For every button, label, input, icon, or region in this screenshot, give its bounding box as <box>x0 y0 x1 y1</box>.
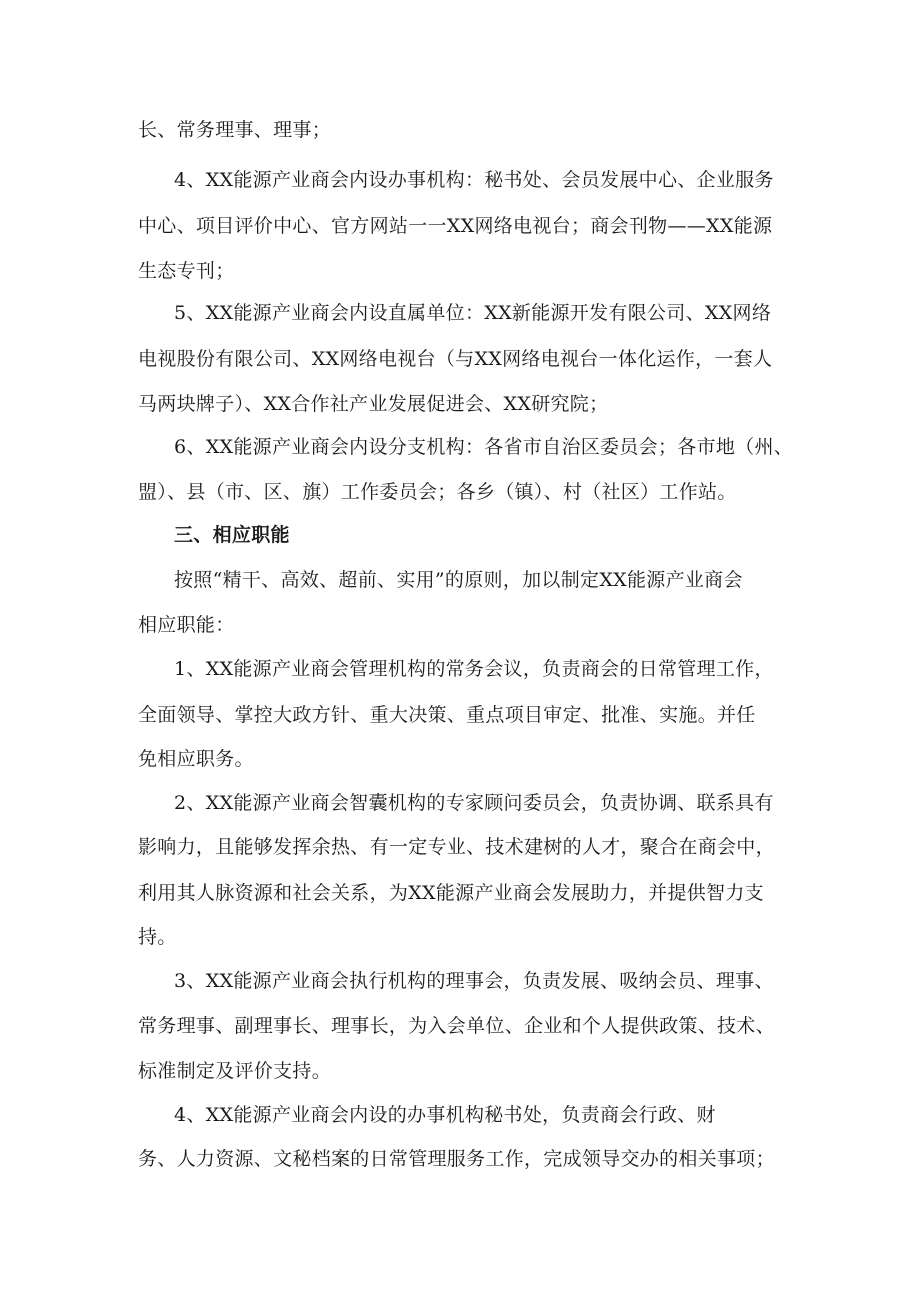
text-line: 全面领导、掌控大政方针、重大决策、重点项目审定、批准、实施。并任 <box>138 704 756 726</box>
text-line: 相应职能： <box>138 614 235 636</box>
text-line: 马两块牌子）、XX合作社产业发展促进会、XX研究院； <box>138 393 609 415</box>
text-line: 4、XX能源产业商会内设的办事机构秘书处，负责商会行政、财 <box>174 1104 716 1126</box>
text-line: 按照“精干、高效、超前、实用”的原则，加以制定XX能源产业商会 <box>174 569 743 591</box>
text-line: 生态专刊； <box>138 260 235 282</box>
text-line: 1、XX能源产业商会管理机构的常务会议，负责商会的日常管理工作， <box>174 658 774 680</box>
text-line: 6、XX能源产业商会内设分支机构：各省市自治区委员会；各市地（州、 <box>174 436 794 458</box>
text-line: 影响力，且能够发挥余热、有一定专业、技术建树的人才，聚合在商会中， <box>138 836 775 858</box>
text-line: 免相应职务。 <box>138 748 254 770</box>
text-line: 4、XX能源产业商会内设办事机构：秘书处、会员发展中心、企业服务 <box>174 169 774 191</box>
text-line: 3、XX能源产业商会执行机构的理事会，负责发展、吸纳会员、理事、 <box>174 970 774 992</box>
text-line: 电视股份有限公司、XX网络电视台（与XX网络电视台一体化运作，一套人 <box>138 348 773 370</box>
text-line: 持。 <box>138 926 177 948</box>
text-line: 长、常务理事、理事； <box>138 119 332 141</box>
text-line: 利用其人脉资源和社会关系，为XX能源产业商会发展助力，并提供智力支 <box>138 882 764 904</box>
text-line: 务、人力资源、文秘档案的日常管理服务工作，完成领导交办的相关事项； <box>138 1148 775 1170</box>
text-line: 中心、项目评价中心、官方网站一一XX网络电视台；商会刊物——XX能源 <box>138 215 773 237</box>
text-line: 常务理事、副理事长、理事长，为入会单位、企业和个人提供政策、技术、 <box>138 1015 775 1037</box>
text-line: 盟）、县（市、区、旗）工作委员会；各乡（镇）、村（社区）工作站。 <box>138 481 737 503</box>
text-line: 标准制定及评价支持。 <box>138 1060 332 1082</box>
text-line: 2、XX能源产业商会智囊机构的专家顾问委员会，负责协调、联系具有 <box>174 792 774 814</box>
section-heading: 三、相应职能 <box>174 524 290 546</box>
text-line: 5、XX能源产业商会内设直属单位：XX新能源开发有限公司、XX网络 <box>174 302 772 324</box>
